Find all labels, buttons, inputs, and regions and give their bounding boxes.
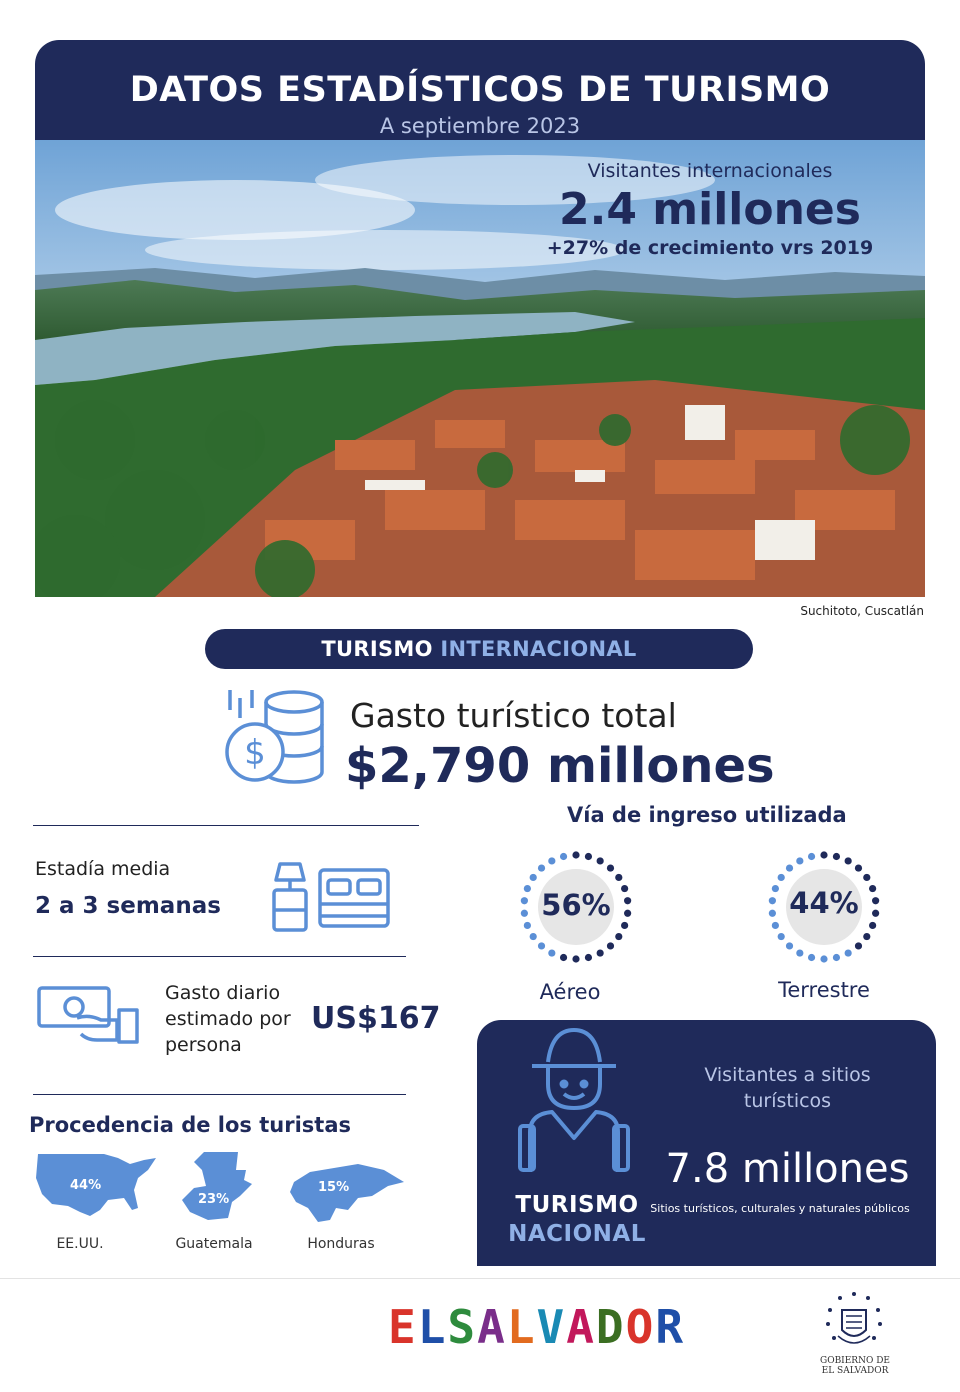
intl-visitors-callout bbox=[530, 160, 890, 259]
donut-dot bbox=[572, 955, 579, 962]
donut-dot bbox=[820, 955, 827, 962]
divider bbox=[33, 1094, 406, 1095]
usa-percent: 44% bbox=[70, 1178, 102, 1193]
donut-dot bbox=[548, 857, 555, 864]
donut-dot bbox=[808, 954, 815, 961]
donut-dot bbox=[597, 857, 604, 864]
brand-letter: D bbox=[595, 1300, 626, 1354]
donut-dot bbox=[560, 954, 567, 961]
donut-dot bbox=[585, 853, 592, 860]
brand-letter: R bbox=[655, 1300, 686, 1354]
donut-dot bbox=[869, 922, 876, 929]
donut-dot bbox=[607, 942, 614, 949]
donut-dot bbox=[597, 949, 604, 956]
cash-hand-icon bbox=[37, 984, 141, 1050]
donut-dot bbox=[538, 942, 545, 949]
money-coins-icon bbox=[222, 688, 328, 792]
terrestre-label: Terrestre bbox=[778, 978, 870, 1002]
brand-letter: A bbox=[477, 1300, 507, 1354]
el-salvador-brand-logo bbox=[388, 1300, 685, 1354]
intl-visitors-growth: +27% de crecimiento vrs 2019 bbox=[546, 237, 874, 259]
aereo-label: Aéreo bbox=[539, 980, 601, 1004]
donut-dot bbox=[621, 922, 628, 929]
national-visitors-line1: Visitantes a sitios bbox=[704, 1064, 871, 1086]
donut-dot bbox=[833, 853, 840, 860]
pill-strong: TURISMO bbox=[321, 637, 433, 661]
donut-dot bbox=[778, 933, 785, 940]
gob-line2: EL SALVADOR bbox=[821, 1366, 889, 1376]
divider bbox=[33, 825, 419, 826]
brand-letter: O bbox=[625, 1300, 656, 1354]
donut-dot bbox=[560, 853, 567, 860]
estadia-label: Estadía media bbox=[35, 858, 171, 880]
honduras-map-icon bbox=[288, 1162, 406, 1228]
gasto-diario-line3: persona bbox=[165, 1034, 242, 1056]
donut-dot bbox=[845, 949, 852, 956]
via-ingreso-title: Vía de ingreso utilizada bbox=[567, 803, 847, 827]
brand-letter: E bbox=[388, 1300, 418, 1354]
donut-dot bbox=[820, 851, 827, 858]
national-title-line2: NACIONAL bbox=[508, 1221, 646, 1247]
gasto-diario-label bbox=[165, 980, 291, 1058]
donut-dot bbox=[572, 851, 579, 858]
brand-letter: A bbox=[566, 1300, 596, 1354]
svg-text:$: $ bbox=[244, 733, 266, 773]
donut-dot bbox=[796, 949, 803, 956]
donut-dot bbox=[778, 874, 785, 881]
section-pill-international bbox=[205, 629, 753, 669]
donut-dot bbox=[796, 857, 803, 864]
brand-letter: L bbox=[417, 1300, 448, 1354]
guatemala-percent: 23% bbox=[198, 1192, 230, 1207]
explorer-icon bbox=[518, 1026, 630, 1180]
donut-dot bbox=[855, 942, 862, 949]
donut-dot bbox=[530, 933, 537, 940]
footer-divider bbox=[0, 1278, 960, 1279]
donut-dot bbox=[808, 853, 815, 860]
aereo-percent: 56% bbox=[541, 888, 611, 922]
donut-dot bbox=[772, 922, 779, 929]
brand-letter: L bbox=[506, 1300, 537, 1354]
usa-label: EE.UU. bbox=[56, 1236, 104, 1252]
donut-dot bbox=[833, 954, 840, 961]
gasto-diario-line2: estimado por bbox=[165, 1008, 291, 1030]
donut-dot bbox=[585, 954, 592, 961]
brand-letter: V bbox=[536, 1300, 567, 1354]
estadia-value: 2 a 3 semanas bbox=[35, 893, 221, 919]
honduras-label: Honduras bbox=[307, 1236, 375, 1252]
national-title-line1: TURISMO bbox=[515, 1192, 639, 1218]
donut-dot bbox=[607, 864, 614, 871]
intl-visitors-value: 2.4 millones bbox=[559, 184, 861, 235]
gasto-total-label: Gasto turístico total bbox=[350, 696, 677, 735]
donut-dot bbox=[615, 874, 622, 881]
honduras-percent: 15% bbox=[318, 1180, 350, 1195]
national-visitors-line2: turísticos bbox=[743, 1090, 832, 1112]
donut-dot bbox=[786, 942, 793, 949]
gobierno-text bbox=[810, 1356, 900, 1376]
procedencia-title: Procedencia de los turistas bbox=[29, 1113, 351, 1137]
divider bbox=[33, 956, 406, 957]
donut-dot bbox=[530, 874, 537, 881]
gasto-total-value: $2,790 millones bbox=[345, 738, 775, 794]
donut-dot bbox=[855, 864, 862, 871]
coat-of-arms-icon bbox=[824, 1290, 884, 1356]
national-visitors-value: 7.8 millones bbox=[665, 1146, 910, 1192]
gasto-diario-value: US$167 bbox=[311, 1001, 441, 1036]
national-visitors-subtitle: Sitios turísticos, culturales y naturales públicos bbox=[650, 1202, 910, 1215]
donut-dot bbox=[863, 874, 870, 881]
intl-visitors-label: Visitantes internacionales bbox=[587, 160, 833, 182]
gasto-diario-line1: Gasto diario bbox=[165, 982, 281, 1004]
bed-icon bbox=[272, 860, 392, 940]
donut-dot bbox=[786, 864, 793, 871]
national-visitors-label bbox=[640, 1062, 935, 1114]
photo-caption: Suchitoto, Cuscatlán bbox=[800, 604, 924, 618]
pill-accent: INTERNACIONAL bbox=[440, 637, 637, 661]
page-subtitle: A septiembre 2023 bbox=[379, 114, 581, 138]
brand-letter: S bbox=[447, 1300, 478, 1354]
donut-dot bbox=[615, 933, 622, 940]
donut-dot bbox=[845, 857, 852, 864]
donut-dot bbox=[538, 864, 545, 871]
guatemala-label: Guatemala bbox=[175, 1236, 253, 1252]
terrestre-percent: 44% bbox=[789, 886, 859, 920]
donut-dot bbox=[548, 949, 555, 956]
guatemala-map-icon bbox=[180, 1148, 256, 1228]
page-title: DATOS ESTADÍSTICOS DE TURISMO bbox=[129, 70, 831, 110]
gob-line1: GOBIERNO DE bbox=[820, 1356, 890, 1366]
donut-dot bbox=[524, 922, 531, 929]
donut-dot bbox=[863, 933, 870, 940]
